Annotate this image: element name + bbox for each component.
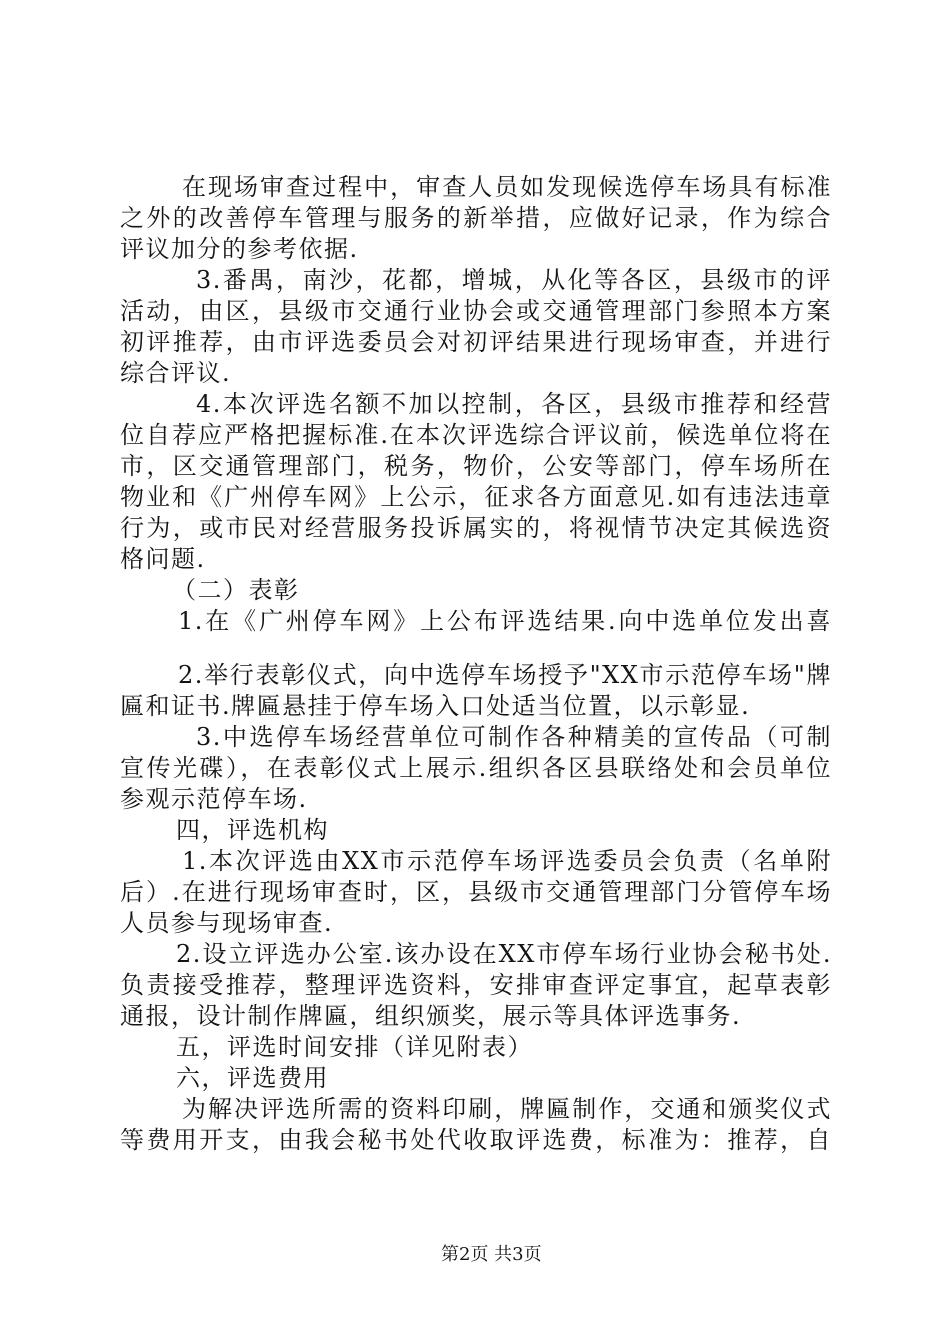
section-heading: 五，评选时间安排（详见附表） — [176, 1033, 533, 1061]
text-line: 1.在《广州停车网》上公布评选结果.向中选单位发出喜 — [178, 607, 832, 635]
text-line: 市，区交通管理部门，税务，物价，公安等部门，停车场所在 — [120, 452, 832, 480]
document-body — [120, 172, 832, 1156]
text-line: 后）.在进行现场审查时，区，县级市交通管理部门分管停车场 — [120, 878, 832, 906]
text-line: 为解决评选所需的资料印刷，牌匾制作，交通和颁奖仪式 — [182, 1095, 832, 1123]
text-line: 格问题. — [120, 545, 206, 573]
page-footer: 第2页 共3页 — [441, 1244, 542, 1265]
text-line: 行为，或市民对经营服务投诉属实的，将视情节决定其候选资 — [120, 514, 832, 542]
text-line: 初评推荐，由市评选委员会对初评结果进行现场审查，并进行 — [120, 328, 832, 356]
section-heading: （二）表彰 — [172, 576, 300, 604]
text-line: 位自荐应严格把握标准.在本次评选综合评议前，候选单位将在 — [120, 421, 832, 449]
text-line: 负责接受推荐，整理评选资料，安排审查评定事宜，起草表彰 — [120, 971, 832, 999]
text-line: 物业和《广州停车网》上公示，征求各方面意见.如有违法违章 — [120, 483, 832, 511]
text-line: 2.举行表彰仪式，向中选停车场授予"XX市示范停车场"牌 — [178, 661, 832, 689]
section-heading: 六，评选费用 — [176, 1064, 329, 1092]
text-line: 3.番禺，南沙，花都，增城，从化等各区，县级市的评 — [196, 266, 832, 294]
text-line: 参观示范停车场. — [120, 785, 308, 813]
text-line: 通报，设计制作牌匾，组织颁奖，展示等具体评选事务. — [120, 1002, 742, 1030]
text-line: 2.设立评选办公室.该办设在XX市停车场行业协会秘书处. — [176, 940, 832, 968]
text-line: 宣传光碟），在表彰仪式上展示.组织各区县联络处和会员单位 — [120, 754, 832, 782]
text-line: 之外的改善停车管理与服务的新举措，应做好记录，作为综合 — [120, 204, 832, 232]
text-line: 在现场审查过程中，审查人员如发现候选停车场具有标准 — [182, 173, 832, 201]
text-line: 4.本次评选名额不加以控制，各区，县级市推荐和经营 — [196, 390, 832, 418]
text-line: 等费用开支，由我会秘书处代收取评选费，标准为：推荐，自 — [120, 1126, 832, 1154]
section-heading: 四，评选机构 — [176, 816, 329, 844]
paragraph-gap — [120, 637, 832, 660]
text-line: 3.中选停车场经营单位可制作各种精美的宣传品（可制 — [196, 723, 832, 751]
text-line: 人员参与现场审查. — [120, 909, 334, 937]
text-line: 匾和证书.牌匾悬挂于停车场入口处适当位置，以示彰显. — [120, 692, 751, 720]
text-line: 1.本次评选由XX市示范停车场评选委员会负责（名单附 — [182, 847, 832, 875]
text-line: 评议加分的参考依据. — [120, 235, 359, 263]
text-line: 综合评议. — [120, 359, 232, 387]
text-line: 活动，由区，县级市交通行业协会或交通管理部门参照本方案 — [120, 297, 832, 325]
